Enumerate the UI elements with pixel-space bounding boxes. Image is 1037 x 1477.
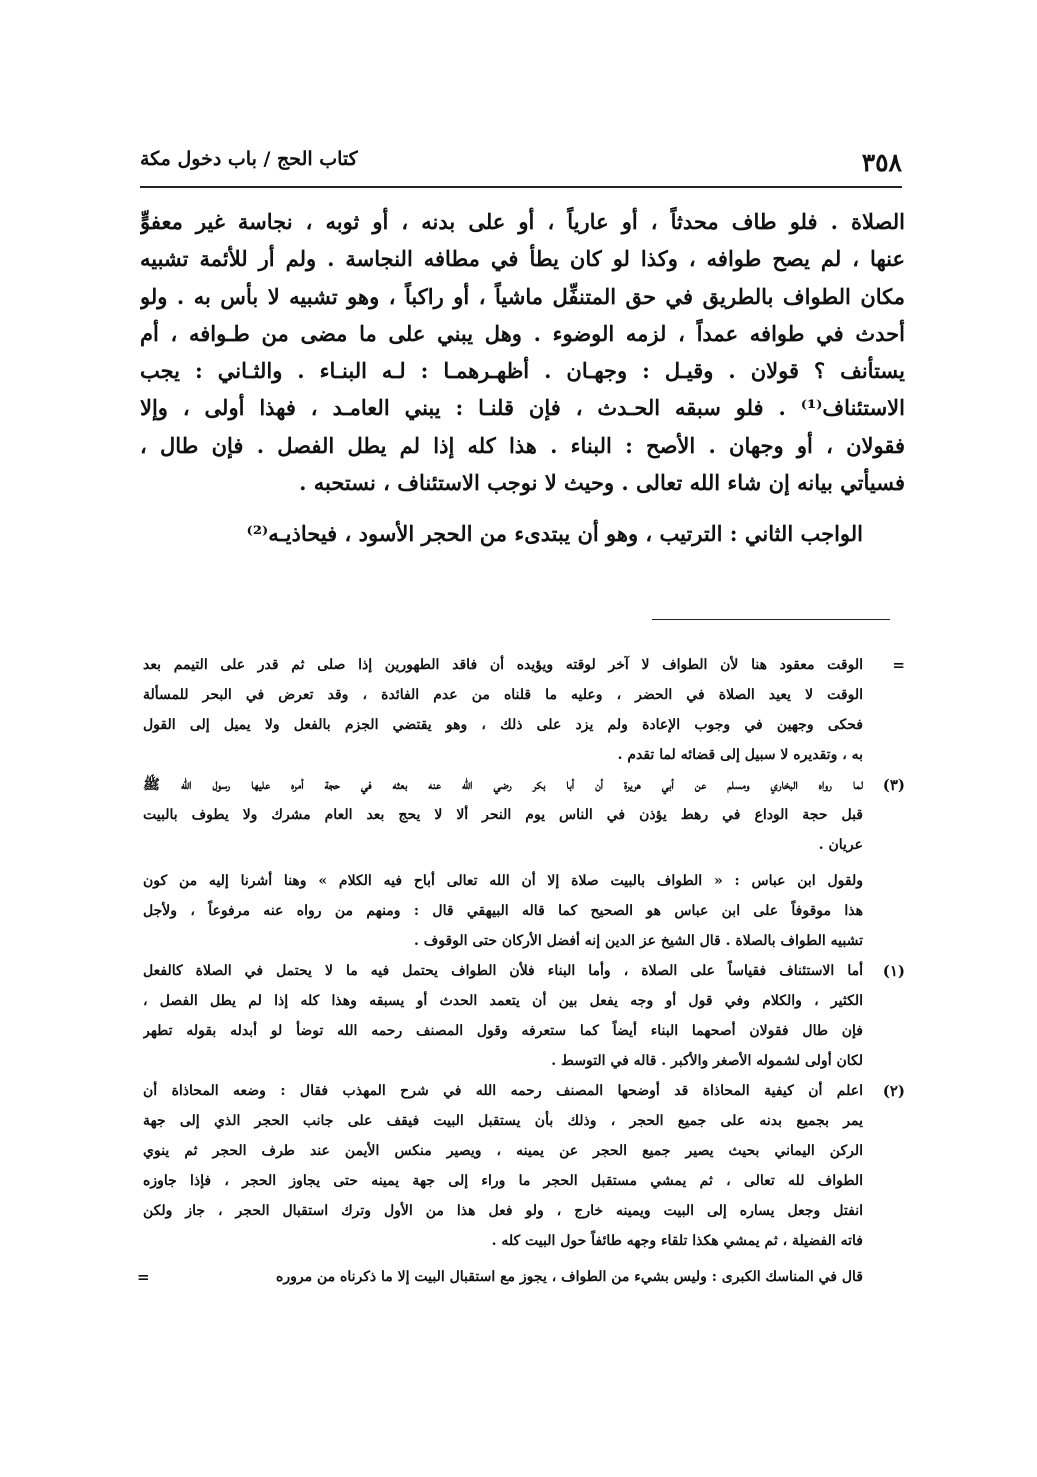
text-line: فسيأتي بيانه إن شاء الله تعالى . وحيث لا نوجب الاستئناف ، نستحبه . (299, 470, 905, 496)
footnote-marker: = (892, 656, 905, 674)
running-head: كتاب الحج / باب دخول مكة (140, 148, 358, 170)
footnote-line: الوقت لا يعيد الصلاة في الحضر ، وعليه ما قلناه من عدم الفائدة ، وقد تعرض في البحر للمسألة (143, 687, 863, 703)
text-line: أحدث في طوافه عمداً ، لزمه الوضوء . وهل يبني على ما مضى من طـوافه ، أم (140, 320, 905, 346)
footnote-line: اعلم أن كيفية المحاذاة قد أوضحها المصنف رحمه الله في شرح المهذب فقال : وضعه المحاذاة أن (143, 1083, 863, 1099)
main-text (140, 203, 905, 553)
footnote-line: فاته الفضيلة ، ثم يمشي هكذا تلقاء وجهه طائفاً حول البيت كله . (491, 1233, 863, 1249)
footnote-line: الكثير ، والكلام وفي قول أو وجه يفعل بين أن يتعمد الحدث أو يسبقه وهذا كله إذا لم يطل الفصل ، (143, 993, 863, 1009)
footnote-line: يمر بجميع بدنه على جميع الحجر ، وذلك بأن يستقبل البيت فيقف على جانب الحجر الذي إلى جهة (143, 1113, 863, 1129)
footnote-marker: (٢) (882, 1082, 905, 1100)
footnote-line: به ، وتقديره لا سبيل إلى قضائه لما تقدم . (617, 747, 863, 763)
text-line: عنها ، لم يصح طوافه ، وكذا لو كان يطأ في مطافه النجاسة . ولم أر للأئمة تشبيه (140, 246, 905, 272)
footnote-line: أما الاستئناف فقياساً على الصلاة ، وأما البناء فلأن الطواف يحتمل فيه ما لا يحتمل في الصلاة كالفعل (143, 963, 863, 979)
footnote-line: قبل حجة الوداع في رهط يؤذن في الناس يوم النحر ألا لا يحج بعد العام مشرك ولا يطوف بالبيت (143, 807, 863, 823)
footnote-line: ولقول ابن عباس : « الطواف بالبيت صلاة إلا أن الله تعالى أباح فيه الكلام » وهنا أشرنا إليه من كون (143, 873, 863, 889)
footnote-line: لكان أولى لشموله الأصغر والأكبر . قاله في التوسط . (551, 1053, 863, 1069)
footnote-line: الوقت معقود هنا لأن الطواف لا آخر لوقته ويؤيده أن فاقد الطهورين إذا صلى ثم قدر على التيمم بعد (143, 657, 863, 673)
footnote-line: الركن اليماني بحيث يصير جميع الحجر عن يمينه ، ويصير منكس الأيمن عند طرف الحجر ثم ينوي (143, 1143, 863, 1159)
footnote-line: فحكى وجهين في وجوب الإعادة ولم يزد على ذلك ، وهو يقتضي الجزم بالفعل ولا يميل إلى القول (143, 717, 863, 733)
requirement-paragraph (140, 515, 905, 552)
footnote-3 (143, 770, 905, 956)
page-header (140, 148, 902, 184)
footnote-marker: (١) (882, 962, 905, 980)
footnote-continued (143, 650, 905, 770)
text-line: يستأنف ؟ قولان . وقيـل : وجهـان . أظهـرهمـا : لـه البنـاء . والثـاني : يجب (140, 358, 905, 384)
main-paragraph (140, 203, 905, 501)
page-number: ٣٥٨ (861, 148, 902, 177)
header-rule (140, 186, 902, 188)
continuation-marker: = (137, 1268, 150, 1286)
footnote-line: انفتل وجعل يساره إلى البيت ويمينه خارج ، ولو فعل هذا من الأول وترك استقبال الحجر ، جاز ولكن (143, 1203, 863, 1219)
text-line: فقولان ، أو وجهان . الأصح : البناء . هذا كله إذا لم يطل الفصل . فإن طال ، (140, 432, 905, 458)
text-line: الاستئناف⁽¹⁾ . فلو سبقه الحـدث ، فإن قلنـا : يبني العامـد ، فهذا أولى ، وإلا (140, 395, 905, 421)
footnote-line: لما رواه البخاري ومسلم عن أبي هريرة أن أبا بكر رضي الله عنه بعثه في حجة أمره عليها رسول الله ﷺ (143, 777, 863, 793)
footnote-1 (143, 956, 905, 1076)
footnote-line: فإن طال فقولان أصحهما البناء أيضاً كما ستعرفه وقول المصنف رحمه الله توضأ لو أبدله بقوله تطهر (143, 1023, 863, 1039)
footnotes (137, 650, 905, 1292)
footnote-line: عريان . (818, 837, 863, 853)
footnote-subparagraph (137, 1262, 863, 1292)
footnote-line: قال في المناسك الكبرى : وليس بشيء من الطواف ، يجوز مع استقبال البيت إلا ما ذكرناه من مروره (276, 1269, 863, 1285)
footnote-2 (137, 1076, 905, 1292)
footnote-line: هذا موقوفاً على ابن عباس هو الصحيح كما قاله البيهقي قال : ومنهم من رواه عنه مرفوعاً ، ولأجل (143, 903, 863, 919)
text-line: الواجب الثاني : الترتيب ، وهو أن يبتدىء من الحجر الأسود ، فيحاذيـه⁽²⁾ (246, 521, 863, 547)
text-line: مكان الطواف بالطريق في حق المتنفِّل ماشياً ، أو راكباً ، وهو تشبيه لا بأس به . ولو (140, 283, 905, 309)
footnote-marker: (٣) (882, 776, 905, 794)
footnote-separator (652, 619, 890, 620)
footnote-line: الطواف لله تعالى ، ثم يمشي مستقبل الحجر ما وراء إلى جهة يمينه حتى يجاوز الحجر ، فإذا جاوزه (143, 1173, 863, 1189)
text-line: الصلاة . فلو طاف محدثاً ، أو عارياً ، أو على بدنه ، أو ثوبه ، نجاسة غير معفوٍّ (140, 209, 905, 234)
footnote-line: تشبيه الطواف بالصلاة . قال الشيخ عز الدين إنه أفضل الأركان حتى الوقوف . (414, 933, 863, 949)
footnote-subparagraph (143, 866, 863, 956)
